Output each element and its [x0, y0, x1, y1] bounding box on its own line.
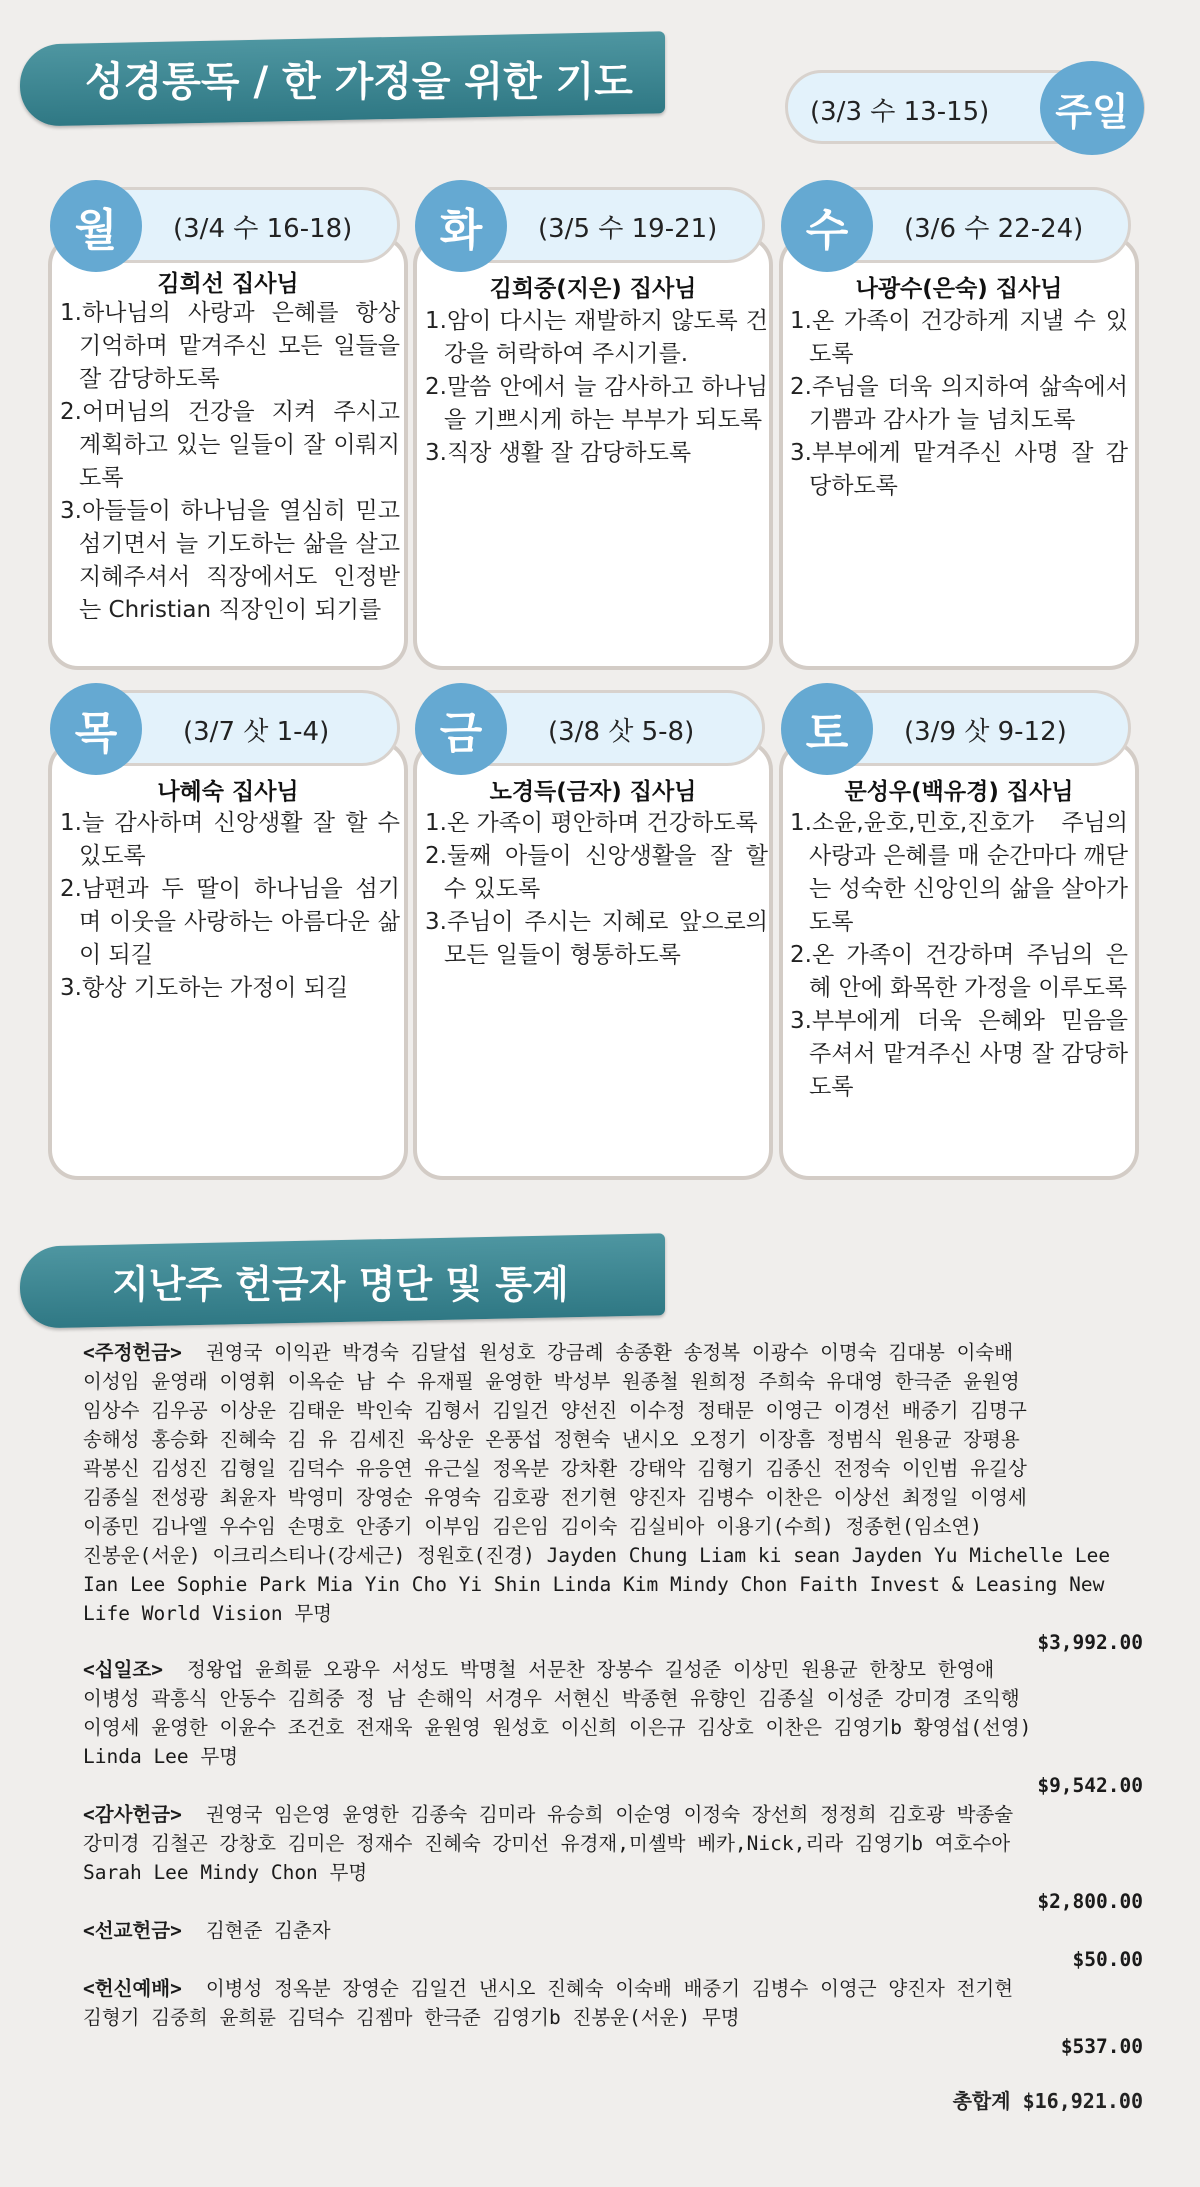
day-label-sat: 토 — [805, 708, 849, 759]
offering-category: <헌신예배> — [83, 1977, 182, 2000]
deacon-name-tue: 김희중(지은) 집사님 — [489, 276, 697, 302]
day-head-sat — [786, 690, 1131, 766]
day-badge-fri — [415, 683, 507, 775]
offering-category: <선교헌금> — [83, 1919, 182, 1942]
day-label-thu: 목 — [74, 708, 118, 759]
offering-names — [83, 1800, 1143, 1829]
deacon-name-mon: 김희선 집사님 — [157, 271, 299, 297]
prayer-item: 3.부부에게 더욱 은혜와 믿음을 주셔서 맡겨주신 사명 잘 감당하도록 — [790, 1008, 1128, 1100]
prayer-item: 1.소윤,윤호,민호,진호가 주님의 사랑과 은혜를 매 순간마다 깨닫는 성숙한 신앙인의 삶을 살아가도록 — [790, 810, 1128, 935]
day-badge-thu — [50, 683, 142, 775]
offering-amount: $9,542.00 — [1037, 1774, 1143, 1797]
prayer-list-sat — [790, 807, 1128, 1104]
offering-names — [83, 1974, 1143, 2003]
prayer-item: 2.말씀 안에서 늘 감사하고 하나님을 기쁘시게 하는 부부가 되도록 — [425, 374, 768, 433]
offering-line: 권영국 이익관 박경숙 김달섭 원성호 강금례 송종환 송정복 이광수 이명숙 김대봉 이숙배 — [205, 1341, 1014, 1364]
day-ref-wed: (3/6 수 22-24) — [904, 214, 1084, 244]
deacon-name-fri: 노경득(금자) 집사님 — [489, 779, 697, 805]
day-label-wed: 수 — [805, 205, 849, 256]
prayer-list-fri — [425, 807, 768, 972]
prayer-item: 1.온 가족이 평안하며 건강하도록 — [425, 810, 758, 836]
offering-category: <십일조> — [83, 1658, 163, 1681]
prayer-item: 2.온 가족이 건강하며 주님의 은혜 안에 화목한 가정을 이루도록 — [790, 942, 1128, 1001]
prayer-item: 3.항상 기도하는 가정이 되길 — [60, 975, 349, 1001]
prayer-item: 1.늘 감사하며 신앙생활 잘 할 수 있도록 — [60, 810, 400, 869]
offering-group-weekly — [83, 1338, 1143, 1657]
prayer-list-mon — [60, 297, 400, 627]
sunday-day-label: 주일 — [1055, 88, 1129, 134]
offering-section-banner — [20, 1233, 665, 1329]
day-label-fri: 금 — [439, 708, 483, 759]
day-ref-tue: (3/5 수 19-21) — [538, 214, 718, 244]
sunday-reading — [785, 70, 1145, 144]
deacon-name-sat: 문성우(백유경) 집사님 — [844, 779, 1074, 805]
day-head-wed — [786, 187, 1131, 263]
offering-section-title: 지난주 헌금자 명단 및 통계 — [112, 1262, 569, 1307]
offering-line: Linda Lee 무명 — [83, 1745, 239, 1768]
offering-line: 강미경 김철곤 강창호 김미은 정재수 진혜숙 강미선 유경재,미셸박 베카,Nick,리라 김영기b 여호수아 — [83, 1832, 1011, 1855]
sunday-day-badge — [1040, 61, 1144, 155]
offering-line: 권영국 임은영 윤영한 김종숙 김미라 유승희 이순영 이정숙 장선희 정정희 김호광 박종술 — [205, 1803, 1014, 1826]
day-ref-sat: (3/9 삿 9-12) — [904, 717, 1067, 747]
prayer-item: 1.하나님의 사랑과 은혜를 항상 기억하며 맡겨주신 모든 일들을 잘 감당하도록 — [60, 300, 400, 392]
day-badge-mon — [50, 180, 142, 272]
offering-group-mission — [83, 1916, 1143, 1974]
offering-group-thanks — [83, 1800, 1143, 1916]
prayer-item: 1.온 가족이 건강하게 지낼 수 있도록 — [790, 308, 1128, 367]
offering-group-tithe — [83, 1655, 1143, 1800]
offering-line: Life World Vision 무명 — [83, 1602, 332, 1625]
prayer-list-tue — [425, 305, 768, 470]
prayer-item: 3.아들들이 하나님을 열심히 믿고 섬기면서 늘 기도하는 삶을 살고 지혜주셔서 직장에서도 인정받는 Christian 직장인이 되기를 — [60, 498, 400, 623]
offering-line: 이종민 김나엘 우수임 손명호 안종기 이부임 김은임 김이숙 김실비아 이용기(수희) 정종헌(임소연) — [83, 1515, 983, 1538]
day-ref-thu: (3/7 삿 1-4) — [183, 717, 330, 747]
prayer-list-wed — [790, 305, 1128, 503]
day-head-fri — [420, 690, 765, 766]
offering-line: 이성임 윤영래 이영휘 이옥순 남 수 유재필 윤영한 박성부 원종철 원희정 주희숙 유대영 한극준 윤원영 — [83, 1370, 1020, 1393]
offering-line: 송해성 홍승화 진혜숙 김 유 김세진 육상운 온풍섭 정현숙 낸시오 오정기 이장흠 정범식 원용균 장평용 — [83, 1428, 1020, 1451]
prayer-item: 3.직장 생활 잘 감당하도록 — [425, 440, 692, 466]
offering-total: 총합계 $16,921.00 — [952, 2089, 1143, 2113]
offering-line: 이영세 윤영한 이윤수 조건호 전재욱 윤원영 원성호 이신희 이은규 김상호 이찬은 김영기b 황영섭(선영) — [83, 1716, 1032, 1739]
offering-names — [83, 1655, 1143, 1684]
prayer-section-title: 성경통독 / 한 가정을 위한 기도 — [85, 59, 633, 106]
offering-group-dedication — [83, 1974, 1143, 2061]
prayer-item: 3.주님이 주시는 지혜로 앞으로의 모든 일들이 형통하도록 — [425, 909, 768, 968]
offering-category: <주정헌금> — [83, 1341, 182, 1364]
day-badge-tue — [415, 180, 507, 272]
day-label-mon: 월 — [74, 205, 118, 256]
offering-line: 이병성 정옥분 장영순 김일건 낸시오 진혜숙 이숙배 배중기 김병수 이영근 양진자 전기현 — [205, 1977, 1014, 2000]
prayer-item: 1.암이 다시는 재발하지 않도록 건강을 허락하여 주시기를. — [425, 308, 768, 367]
offering-amount: $50.00 — [1072, 1948, 1143, 1971]
prayer-item: 2.남편과 두 딸이 하나님을 섬기며 이웃을 사랑하는 아름다운 삶이 되길 — [60, 876, 400, 968]
offering-amount: $537.00 — [1060, 2035, 1143, 2058]
offering-names — [83, 1338, 1143, 1367]
offering-line: Sarah Lee Mindy Chon 무명 — [83, 1861, 368, 1884]
day-ref-mon: (3/4 수 16-18) — [173, 214, 353, 244]
day-head-tue — [420, 187, 765, 263]
prayer-section-banner — [20, 31, 665, 127]
offering-line: Ian Lee Sophie Park Mia Yin Cho Yi Shin Linda Kim Mindy Chon Faith Invest & Leasing New — [83, 1573, 1105, 1596]
day-badge-sat — [781, 683, 873, 775]
offering-line: 정왕업 윤희륜 오광우 서성도 박명철 서문찬 장봉수 길성준 이상민 원용균 한창모 한영애 — [187, 1658, 995, 1681]
offering-line: 김현준 김춘자 — [205, 1919, 331, 1942]
offering-line: 곽봉신 김성진 김형일 김덕수 유응연 유근실 정옥분 강차환 강태악 김형기 김종신 전정숙 이인범 유길상 — [83, 1457, 1027, 1480]
day-badge-wed — [781, 180, 873, 272]
offering-category: <감사헌금> — [83, 1803, 182, 1826]
deacon-name-wed: 나광수(은숙) 집사님 — [855, 276, 1063, 302]
offering-line: 진봉운(서운) 이크리스티나(강세근) 정원호(진경) Jayden Chung Liam ki sean Jayden Yu Michelle Lee — [83, 1544, 1111, 1567]
offering-line: 이병성 곽흥식 안동수 김희중 정 남 손해익 서경우 서현신 박종현 유향인 김종실 이성준 강미경 조익행 — [83, 1687, 1020, 1710]
prayer-item: 2.주님을 더욱 의지하여 삶속에서 기쁨과 감사가 늘 넘치도록 — [790, 374, 1128, 433]
offering-names — [83, 1916, 1143, 1945]
prayer-item: 2.어머님의 건강을 지켜 주시고 계획하고 있는 일들이 잘 이뤄지도록 — [60, 399, 400, 491]
day-head-mon — [55, 187, 400, 263]
sunday-reading-ref: (3/3 수 13-15) — [810, 97, 990, 127]
deacon-name-thu: 나혜숙 집사님 — [157, 779, 299, 805]
day-label-tue: 화 — [439, 205, 483, 256]
offering-line: 김형기 김중희 윤희륜 김덕수 김젬마 한극준 김영기b 진봉운(서운) 무명 — [83, 2006, 740, 2029]
prayer-item: 3.부부에게 맡겨주신 사명 잘 감당하도록 — [790, 440, 1128, 499]
offering-amount: $3,992.00 — [1037, 1631, 1143, 1654]
day-head-thu — [55, 690, 400, 766]
prayer-item: 2.둘째 아들이 신앙생활을 잘 할 수 있도록 — [425, 843, 768, 902]
day-ref-fri: (3/8 삿 5-8) — [548, 717, 695, 747]
offering-line: 김종실 전성광 최윤자 박영미 장영순 유영숙 김호광 전기현 양진자 김병수 이찬은 이상선 최정일 이영세 — [83, 1486, 1027, 1509]
offering-line: 임상수 김우공 이상운 김태운 박인숙 김형서 김일건 양선진 이수정 정태문 이영근 이경선 배중기 김명구 — [83, 1399, 1027, 1422]
offering-amount: $2,800.00 — [1037, 1890, 1143, 1913]
prayer-list-thu — [60, 807, 400, 1005]
